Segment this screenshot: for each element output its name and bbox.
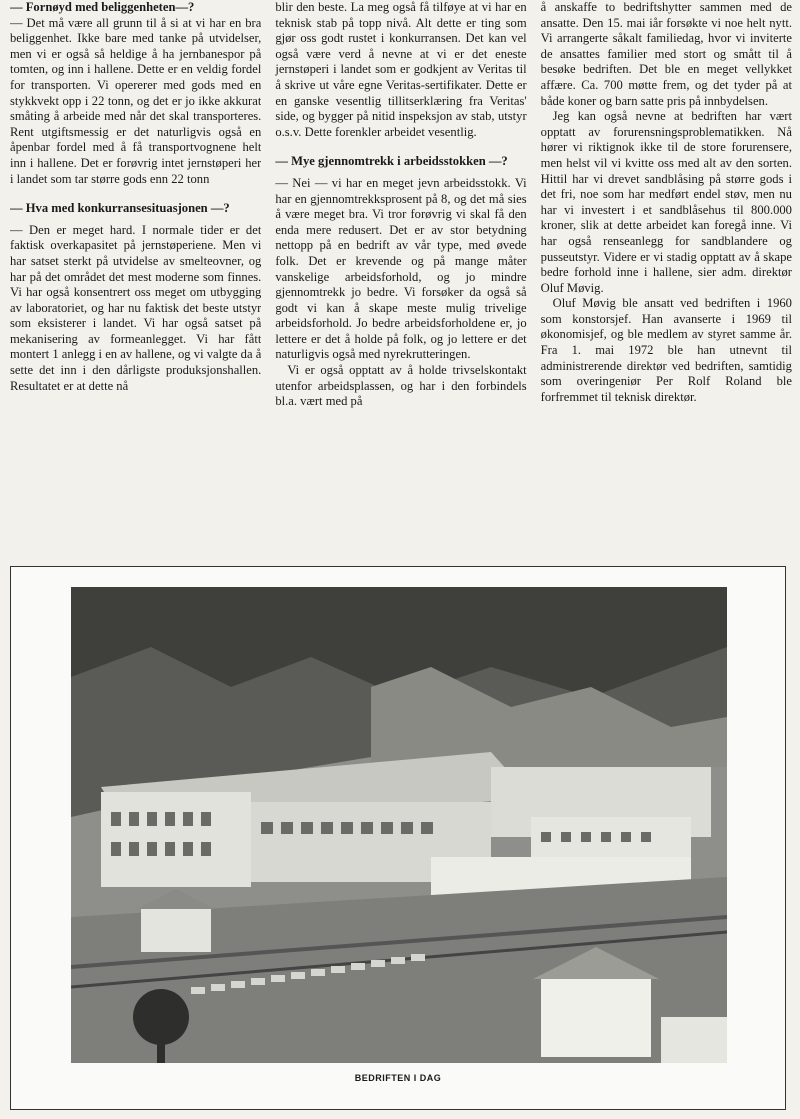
paragraph: å anskaffe to bedriftshytter sammen med de ansatte. Den 15. mai iår forsøkte vi noe helt nytt. Vi arrangerte såkalt familiedag, hvor vi inviterte de ansattes familier med stort og smått til å besøke bedriften. Det ble en meget vellykket affære. Ca. 700 møtte frem, og det tyder på at både koner og barn satte pris på innbydelsen. bbox=[540, 0, 792, 108]
column-1 bbox=[10, 0, 261, 540]
photo-frame bbox=[10, 566, 786, 1110]
subheading-competition: — Hva med konkurransesituasjonen —? bbox=[10, 201, 230, 216]
paragraph: — Den er meget hard. I normale tider er det faktisk overkapasitet på jernstøperiene. Men vi har satset sterkt på utvidelse av smelteovner, og har på det området det mest moderne som finnes. Vi har også konsentrert oss meget om utbygging av laboratoriet, og har nu faktisk det beste utstyr som eksisterer i landet. Vi har også satset på mekanisering av formeanlegget. Vi har fått montert 1 anlegg i en av hallene, og vi valgte da å sette det inn i den dårligste produksjonshallen. Resultatet er at dette nå bbox=[10, 222, 262, 393]
paragraph: Jeg kan også nevne at bedriften har vært opptatt av forurensningsproblematikken. Nå hører vi riktignok ikke til de store forurensere, men helst vil vi kvitte oss med alt av den sorten. Hittil har vi drevet sandblåsing på større gods i det fri, noe som har medført endel støv, men nu har vi investert i et sandblåsehus til 800.000 kroner, slik at dette arbeidet kan foregå inne. Vi har også renseanlegg for sandblandere og pusseutstyr. Videre er vi stadig opptatt av å skape bedre forhold inne i hallene, sier adm. direktør Oluf Møvig. bbox=[540, 109, 792, 295]
photo-caption: BEDRIFTEN I DAG bbox=[354, 1073, 442, 1083]
factory-photo bbox=[71, 587, 727, 1063]
factory-photo-illustration bbox=[71, 587, 727, 1063]
subheading-turnover: — Mye gjennomtrekk i arbeidsstokken —? bbox=[275, 154, 508, 169]
paragraph: — Nei — vi har en meget jevn arbeidsstokk. Vi har en gjennomtrekksprosent på 8, og det må sies å være meget bra. Vi tror forøvrig vi skal få den enda mere redusert. Det er av stor betydning nettopp på en bedrift av vår type, med øvede folk. Det er krevende og på mange måter vanskelige arbeidsforhold, og jo mindre gjennomtrekk jo bedre. Vi forsøker da også så godt vi kan å skape meste mulig trivelige arbeidsforhold. Jo bedre arbeidsforholdene er, jo lettere er det å holde på folk, og jo lettere er det naturligvis også med nyrekrutteringen. bbox=[275, 175, 527, 362]
paragraph: — Det må være all grunn til å si at vi har en bra beliggenhet. Ikke bare med tanke på utvidelser, men vi er også så heldige å ha jernbanespor på tomten, og inn i hallene. Dette er en veldig fordel for transporten. Vi opererer med gods med en stykkvekt opp i 22 tonn, og det er jo ikke akkurat småting å arbeide med når det skal transporteres. Rent utgiftsmessig er det naturligvis også en åpenbar fordel med å få transportvognene helt inn i hallene. Det er forøvrig intet jernstøperi her i landet som tar større gods enn 22 tonn bbox=[10, 15, 262, 186]
article-columns bbox=[10, 0, 792, 540]
director-bio: Oluf Møvig ble ansatt ved bedriften i 1960 som konstorsjef. Han avanserte i 1969 til økonomisjef, og ble medlem av styret samme år. Fra 1. mai 1972 ble han utnevnt til administrerende direktør ved bedriften, samtidig som overingeniør Per Rolf Roland ble forfremmet til teknisk direktør. bbox=[540, 296, 792, 404]
column-2 bbox=[275, 0, 526, 540]
column-3 bbox=[541, 0, 792, 540]
paragraph: Vi er også opptatt av å holde trivselskontakt utenfor arbeidsplassen, og har i den forbindels bl.a. vært med på bbox=[275, 363, 527, 409]
subheading-location: — Fornøyd med beliggenheten—? bbox=[10, 0, 195, 14]
paragraph: blir den beste. La meg også få tilføye at vi har en teknisk stab på topp nivå. Alt dette er ting som gjør oss godt rustet i konkurransen. Det kan vel også være verd å nevne at vi er det eneste jernstøperi i landet som er godkjent av Veritas til å skrive ut våre egne Veritas-sertifikater. Dette er en ganske vesentlig tillitserklæring fra Veritas' side, og bygger på nitid inspeksjon av stab, utstyr o.s.v. Dette forenkler arbeidet vesentlig. bbox=[275, 0, 527, 139]
